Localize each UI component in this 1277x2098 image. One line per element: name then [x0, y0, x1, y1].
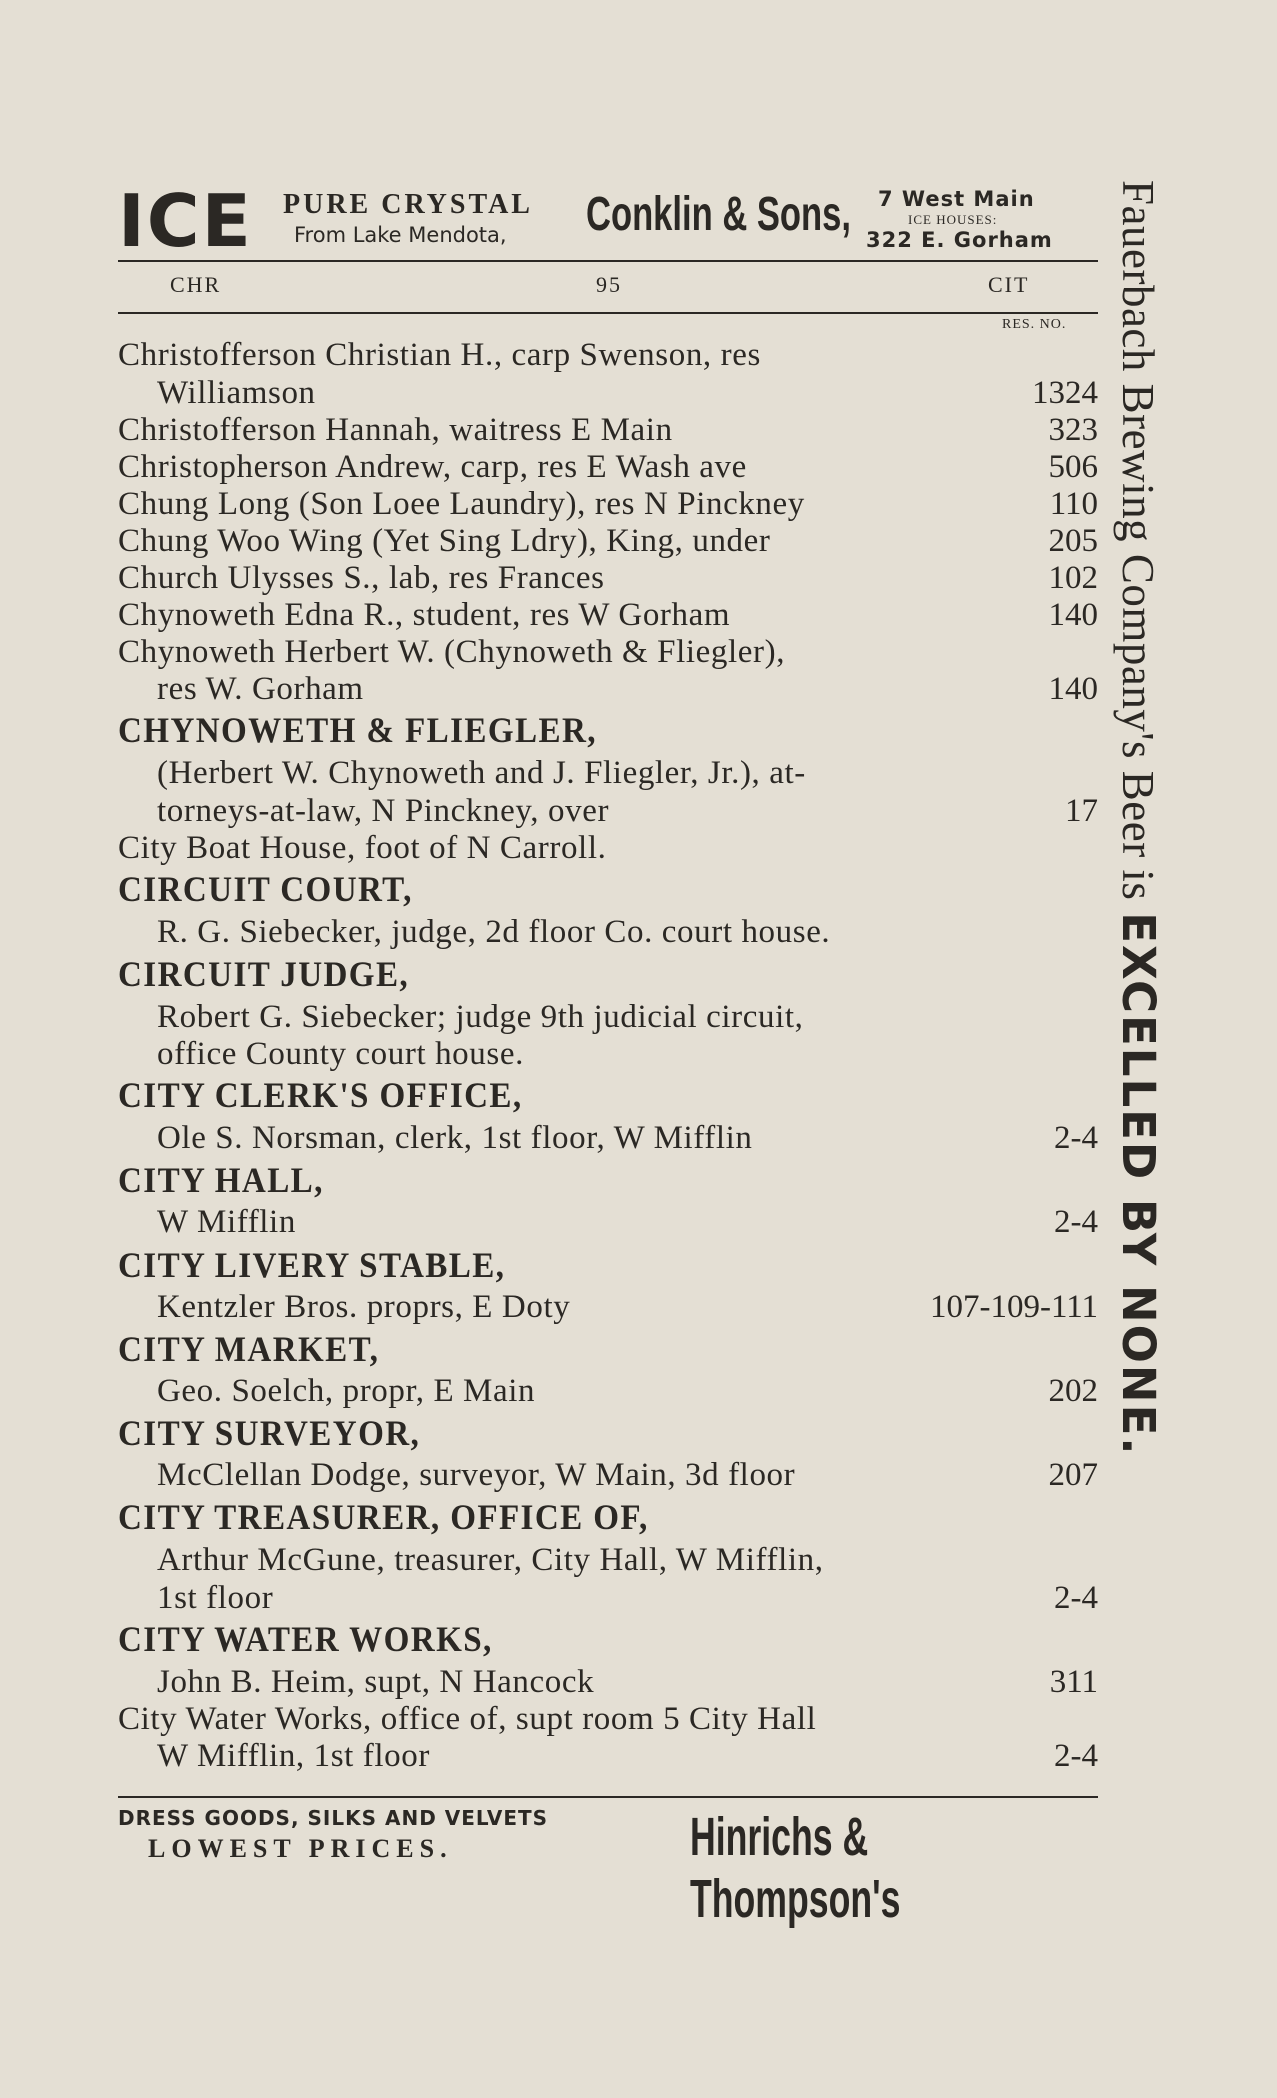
- entry-text: (Herbert W. Chynoweth and J. Fliegler, Jr.), at-: [157, 755, 806, 791]
- residence-number: 202: [1048, 1373, 1098, 1409]
- ad-lowest-prices: LOWEST PRICES.: [148, 1834, 453, 1863]
- directory-entry: [118, 1580, 1098, 1617]
- ad-ice-word: ICE: [118, 179, 253, 263]
- ad-company-name: Conklin & Sons,: [586, 188, 851, 241]
- ad-source: From Lake Mendota,: [294, 223, 507, 247]
- residence-number: 17: [1065, 793, 1098, 829]
- entry-text: McClellan Dodge, surveyor, W Main, 3d floor: [157, 1457, 796, 1493]
- entry-text: Chynoweth Edna R., student, res W Gorham: [118, 597, 731, 633]
- directory-entry: [118, 671, 1098, 708]
- directory-entry: [118, 793, 1098, 830]
- directory-entry: [118, 449, 1098, 486]
- residence-number: 2-4: [1054, 1738, 1098, 1774]
- entry-text: Robert G. Siebecker; judge 9th judicial circuit,: [157, 999, 804, 1035]
- directory-entry: [118, 1738, 1098, 1775]
- ad-ice-houses-label: ICE HOUSES:: [908, 212, 998, 227]
- directory-entry: [118, 412, 1098, 449]
- residence-number: 102: [1048, 560, 1098, 596]
- entry-text: CITY TREASURER, OFFICE OF,: [118, 1497, 649, 1537]
- directory-heading: [118, 956, 1098, 993]
- directory-heading: [118, 712, 1098, 749]
- directory-entry: [118, 337, 1098, 374]
- residence-number: 506: [1048, 449, 1098, 485]
- directory-heading: [118, 1331, 1098, 1368]
- entry-text: CIRCUIT COURT,: [118, 869, 413, 909]
- directory-entry: [118, 1457, 1098, 1494]
- entry-text: Kentzler Bros. proprs, E Doty: [157, 1289, 571, 1325]
- ad-address-houses: 322 E. Gorham: [866, 228, 1053, 252]
- directory-entry: [118, 634, 1098, 671]
- entry-text: W Mifflin: [157, 1204, 296, 1240]
- residence-number: 2-4: [1054, 1204, 1098, 1240]
- entry-text: Christofferson Christian H., carp Swenson, res: [118, 337, 761, 373]
- entry-text: CITY SURVEYOR,: [118, 1413, 421, 1453]
- entry-text: CITY LIVERY STABLE,: [118, 1245, 506, 1285]
- directory-entry: [118, 1036, 1098, 1073]
- entry-text: Arthur McGune, treasurer, City Hall, W Mifflin,: [157, 1542, 824, 1578]
- residence-number: 323: [1048, 412, 1098, 448]
- residence-number: 140: [1048, 671, 1098, 707]
- entry-text: CIRCUIT JUDGE,: [118, 954, 410, 994]
- entry-text: Christopherson Andrew, carp, res E Wash ave: [118, 449, 747, 485]
- page-number: 95: [596, 272, 622, 297]
- residence-number: 2-4: [1054, 1120, 1098, 1156]
- entry-text: Ole S. Norsman, clerk, 1st floor, W Mifflin: [157, 1120, 753, 1156]
- entry-text: CHYNOWETH & FLIEGLER,: [118, 710, 597, 750]
- directory-entry: [118, 375, 1098, 412]
- residence-number: 2-4: [1054, 1580, 1098, 1616]
- ice-advertisement: [118, 179, 1098, 263]
- entry-text: CITY CLERK'S OFFICE,: [118, 1075, 523, 1115]
- ad-dress-goods: DRESS GOODS, SILKS AND VELVETS: [118, 1806, 549, 1830]
- directory-entry: [118, 1289, 1098, 1326]
- directory-entry: [118, 597, 1098, 634]
- running-head-right: CIT: [988, 272, 1030, 297]
- ad-pure-crystal: PURE CRYSTAL: [283, 189, 533, 220]
- residence-number: 140: [1048, 597, 1098, 633]
- top-divider: [118, 260, 1098, 262]
- directory-heading: [118, 871, 1098, 908]
- directory-entry: [118, 560, 1098, 597]
- entry-text: R. G. Siebecker, judge, 2d floor Co. court house.: [157, 914, 831, 950]
- directory-heading: [118, 1499, 1098, 1536]
- entry-text: John B. Heim, supt, N Hancock: [157, 1664, 595, 1700]
- entry-text: City Water Works, office of, supt room 5 City Hall: [118, 1701, 817, 1737]
- dry-goods-advertisement: [118, 1806, 1098, 1929]
- directory-entry: [118, 914, 1098, 951]
- directory-heading: [118, 1077, 1098, 1114]
- residence-number: 107-109-111: [929, 1289, 1098, 1325]
- directory-heading: [118, 1247, 1098, 1284]
- entry-text: res W. Gorham: [157, 671, 364, 707]
- directory-entry: [118, 486, 1098, 523]
- directory-heading: [118, 1162, 1098, 1199]
- directory-entry: [118, 1542, 1098, 1579]
- entry-text: Chynoweth Herbert W. (Chynoweth & Fliegler),: [118, 634, 786, 670]
- residence-number: 207: [1048, 1457, 1098, 1493]
- residence-number: 110: [1049, 486, 1098, 522]
- brewing-side-advertisement: [1112, 180, 1166, 1900]
- ad-address-main: 7 West Main: [878, 187, 1035, 211]
- directory-entry: [118, 523, 1098, 560]
- directory-entry: [118, 755, 1098, 792]
- directory-heading: [118, 1621, 1098, 1658]
- entry-text: Chung Woo Wing (Yet Sing Ldry), King, under: [118, 523, 771, 559]
- entry-text: W Mifflin, 1st floor: [157, 1738, 430, 1774]
- res-no-label: RES. NO.: [1002, 317, 1067, 332]
- entry-text: Williamson: [157, 375, 316, 411]
- head-divider: [118, 312, 1098, 314]
- bottom-divider: [118, 1796, 1098, 1798]
- entry-text: Geo. Soelch, propr, E Main: [157, 1373, 536, 1409]
- directory-heading: [118, 1415, 1098, 1452]
- running-head-left: CHR: [170, 272, 222, 297]
- side-ad-slogan: EXCELLED BY NONE.: [1112, 912, 1165, 1457]
- entry-text: CITY MARKET,: [118, 1329, 380, 1369]
- ad-store-name: Hinrichs & Thompson's: [690, 1807, 901, 1929]
- directory-entry: [118, 1664, 1098, 1701]
- side-ad-brewery: Fauerbach Brewing Company's Beer is: [1113, 180, 1163, 913]
- entry-text: City Boat House, foot of N Carroll.: [118, 830, 607, 866]
- directory-entry: [118, 1204, 1098, 1241]
- directory-entry: [118, 1120, 1098, 1157]
- residence-number: 1324: [1032, 375, 1098, 411]
- entry-text: CITY WATER WORKS,: [118, 1619, 493, 1659]
- directory-entry: [118, 1701, 1098, 1738]
- entry-text: CITY HALL,: [118, 1160, 324, 1200]
- residence-number: 205: [1048, 523, 1098, 559]
- directory-entry: [118, 1373, 1098, 1410]
- directory-entry: [118, 830, 1098, 867]
- entry-text: Christofferson Hannah, waitress E Main: [118, 412, 673, 448]
- entry-text: office County court house.: [157, 1036, 524, 1072]
- entry-text: torneys-at-law, N Pinckney, over: [157, 793, 610, 829]
- entry-text: 1st floor: [157, 1580, 274, 1616]
- directory-entry: [118, 999, 1098, 1036]
- residence-number: 311: [1049, 1664, 1098, 1700]
- entry-text: Chung Long (Son Loee Laundry), res N Pinckney: [118, 486, 805, 522]
- entry-text: Church Ulysses S., lab, res Frances: [118, 560, 605, 596]
